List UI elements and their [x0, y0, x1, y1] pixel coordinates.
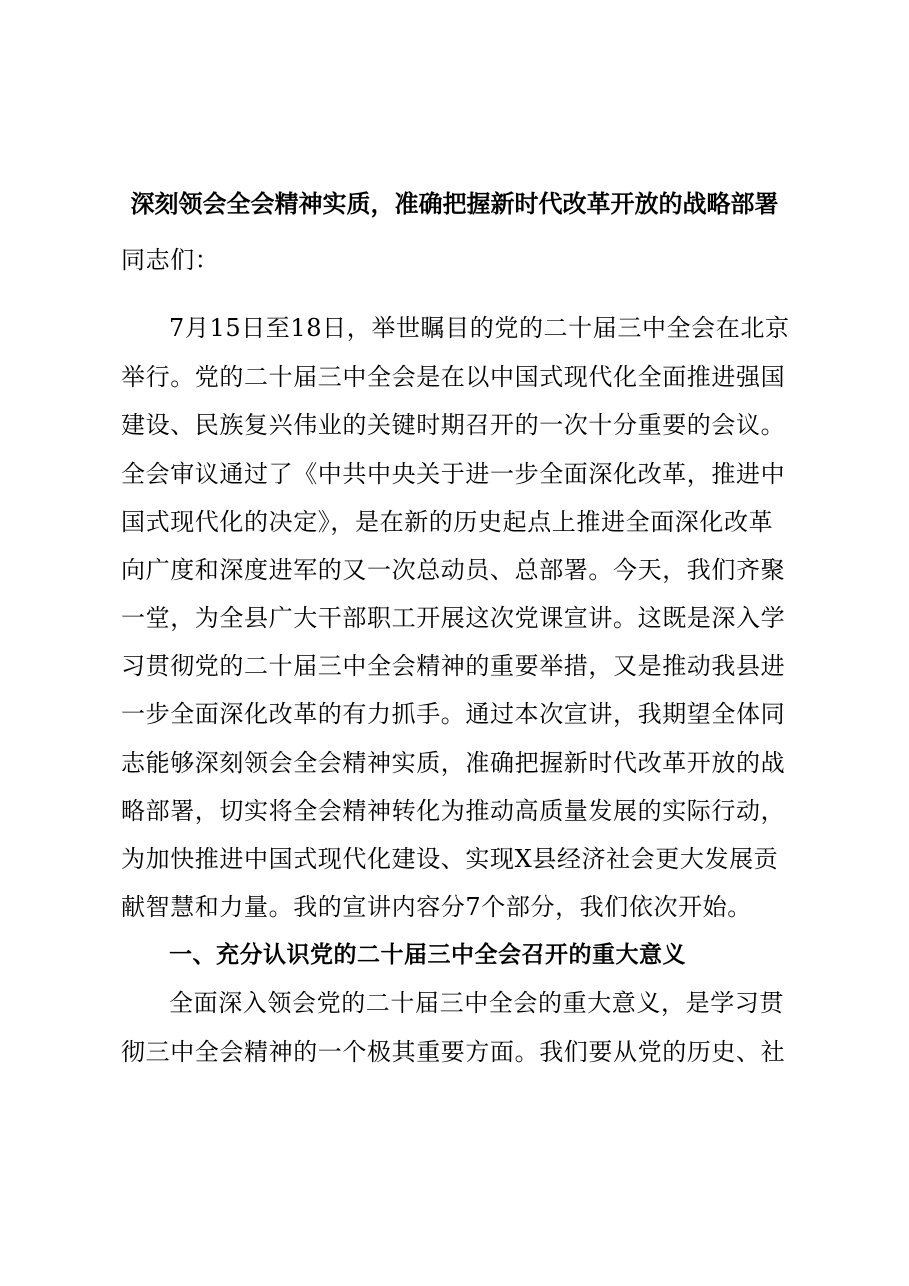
paragraph-line: 彻三中全会精神的一个极其重要方面。我们要从党的历史、社	[121, 1038, 786, 1066]
paragraph-line: 举行。党的二十届三中全会是在以中国式现代化全面推进强国	[121, 363, 786, 391]
paragraph-line: 国式现代化的决定》，是在新的历史起点上推进全面深化改革	[121, 508, 774, 536]
section-heading: 一、充分认识党的二十届三中全会召开的重大意义	[169, 942, 686, 968]
paragraph-line: 略部署，切实将全会精神转化为推动高质量发展的实际行动，	[121, 797, 786, 825]
paragraph-line: 习贯彻党的二十届三中全会精神的重要举措，又是推动我县进	[121, 652, 786, 680]
paragraph-line: 一步全面深化改革的有力抓手。通过本次宣讲，我期望全体同	[121, 700, 786, 728]
paragraph-line: 7月15日至18日，举世瞩目的党的二十届三中全会在北京	[169, 314, 790, 342]
salutation: 同志们：	[121, 246, 220, 274]
paragraph-line: 志能够深刻领会全会精神实质，准确把握新时代改革开放的战	[121, 749, 786, 777]
paragraph-line: 全会审议通过了《中共中央关于进一步全面深化改革，推进中	[121, 460, 786, 488]
paragraph-line: 全面深入领会党的二十届三中全会的重大意义，是学习贯	[169, 989, 784, 1017]
paragraph-line: 向广度和深度进军的又一次总动员、总部署。今天，我们齐聚	[121, 556, 786, 584]
document-title: 深刻领会全会精神实质，准确把握新时代改革开放的战略部署	[130, 189, 779, 218]
paragraph-line: 一堂，为全县广大干部职工开展这次党课宣讲。这既是深入学	[121, 604, 786, 632]
paragraph-line: 为加快推进中国式现代化建设、实现X县经济社会更大发展贡	[121, 845, 779, 873]
paragraph-line: 建设、民族复兴伟业的关键时期召开的一次十分重要的会议。	[121, 411, 786, 439]
paragraph-line: 献智慧和力量。我的宣讲内容分7个部分，我们依次开始。	[121, 893, 752, 921]
